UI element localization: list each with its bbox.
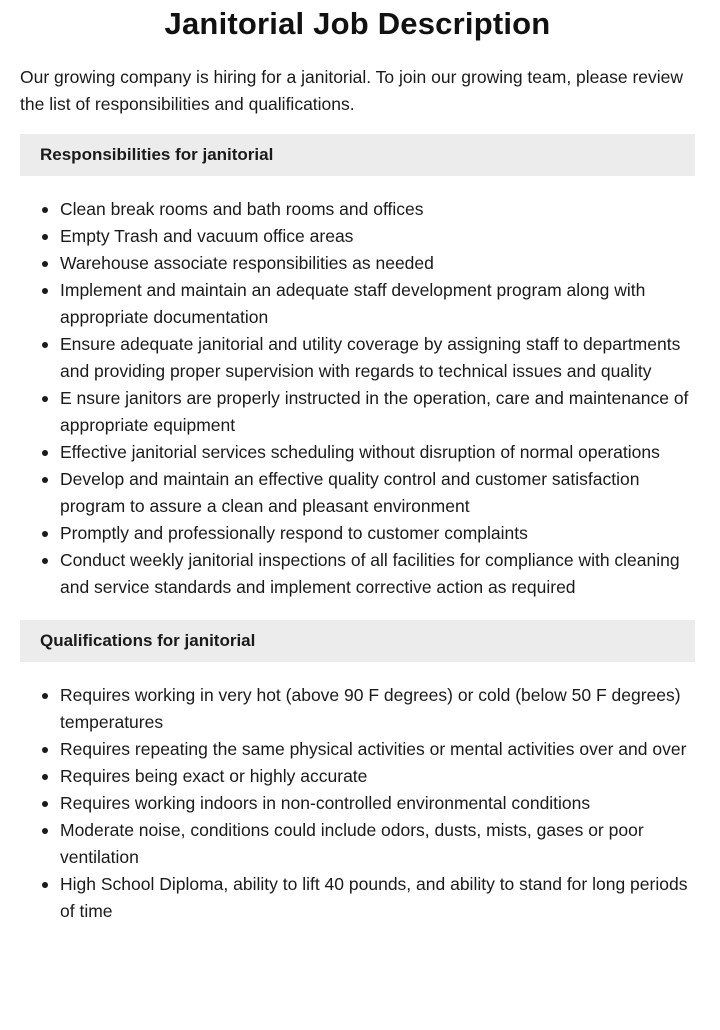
list-item: Requires repeating the same physical activities or mental activities over and over [60,736,695,763]
list-item: Empty Trash and vacuum office areas [60,223,695,250]
list-item: E nsure janitors are properly instructed in the operation, care and maintenance of appropriate equipment [60,385,695,439]
responsibilities-heading: Responsibilities for janitorial [20,134,695,176]
list-item: Requires working in very hot (above 90 F degrees) or cold (below 50 F degrees) temperatures [60,682,695,736]
list-item: Clean break rooms and bath rooms and offices [60,196,695,223]
qualifications-list [20,682,695,925]
intro-paragraph: Our growing company is hiring for a janitorial. To join our growing team, please review the list of responsibilities and qualifications. [20,67,684,114]
list-item: Requires working indoors in non-controlled environmental conditions [60,790,695,817]
list-item: Implement and maintain an adequate staff development program along with appropriate documentation [60,277,695,331]
list-item: Ensure adequate janitorial and utility coverage by assigning staff to departments and providing proper supervision with regards to technical issues and quality [60,331,695,385]
page-title: Janitorial Job Description [164,6,551,41]
list-item: Conduct weekly janitorial inspections of all facilities for compliance with cleaning and service standards and implement corrective action as required [60,547,695,601]
list-item: Promptly and professionally respond to customer complaints [60,520,695,547]
responsibilities-list [20,196,695,601]
list-item: Effective janitorial services scheduling without disruption of normal operations [60,439,695,466]
qualifications-heading: Qualifications for janitorial [20,620,695,662]
list-item: Warehouse associate responsibilities as needed [60,250,695,277]
list-item: Moderate noise, conditions could include odors, dusts, mists, gases or poor ventilation [60,817,695,871]
list-item: Requires being exact or highly accurate [60,763,695,790]
list-item: High School Diploma, ability to lift 40 pounds, and ability to stand for long periods of time [60,871,695,925]
list-item: Develop and maintain an effective quality control and customer satisfaction program to assure a clean and pleasant environment [60,466,695,520]
